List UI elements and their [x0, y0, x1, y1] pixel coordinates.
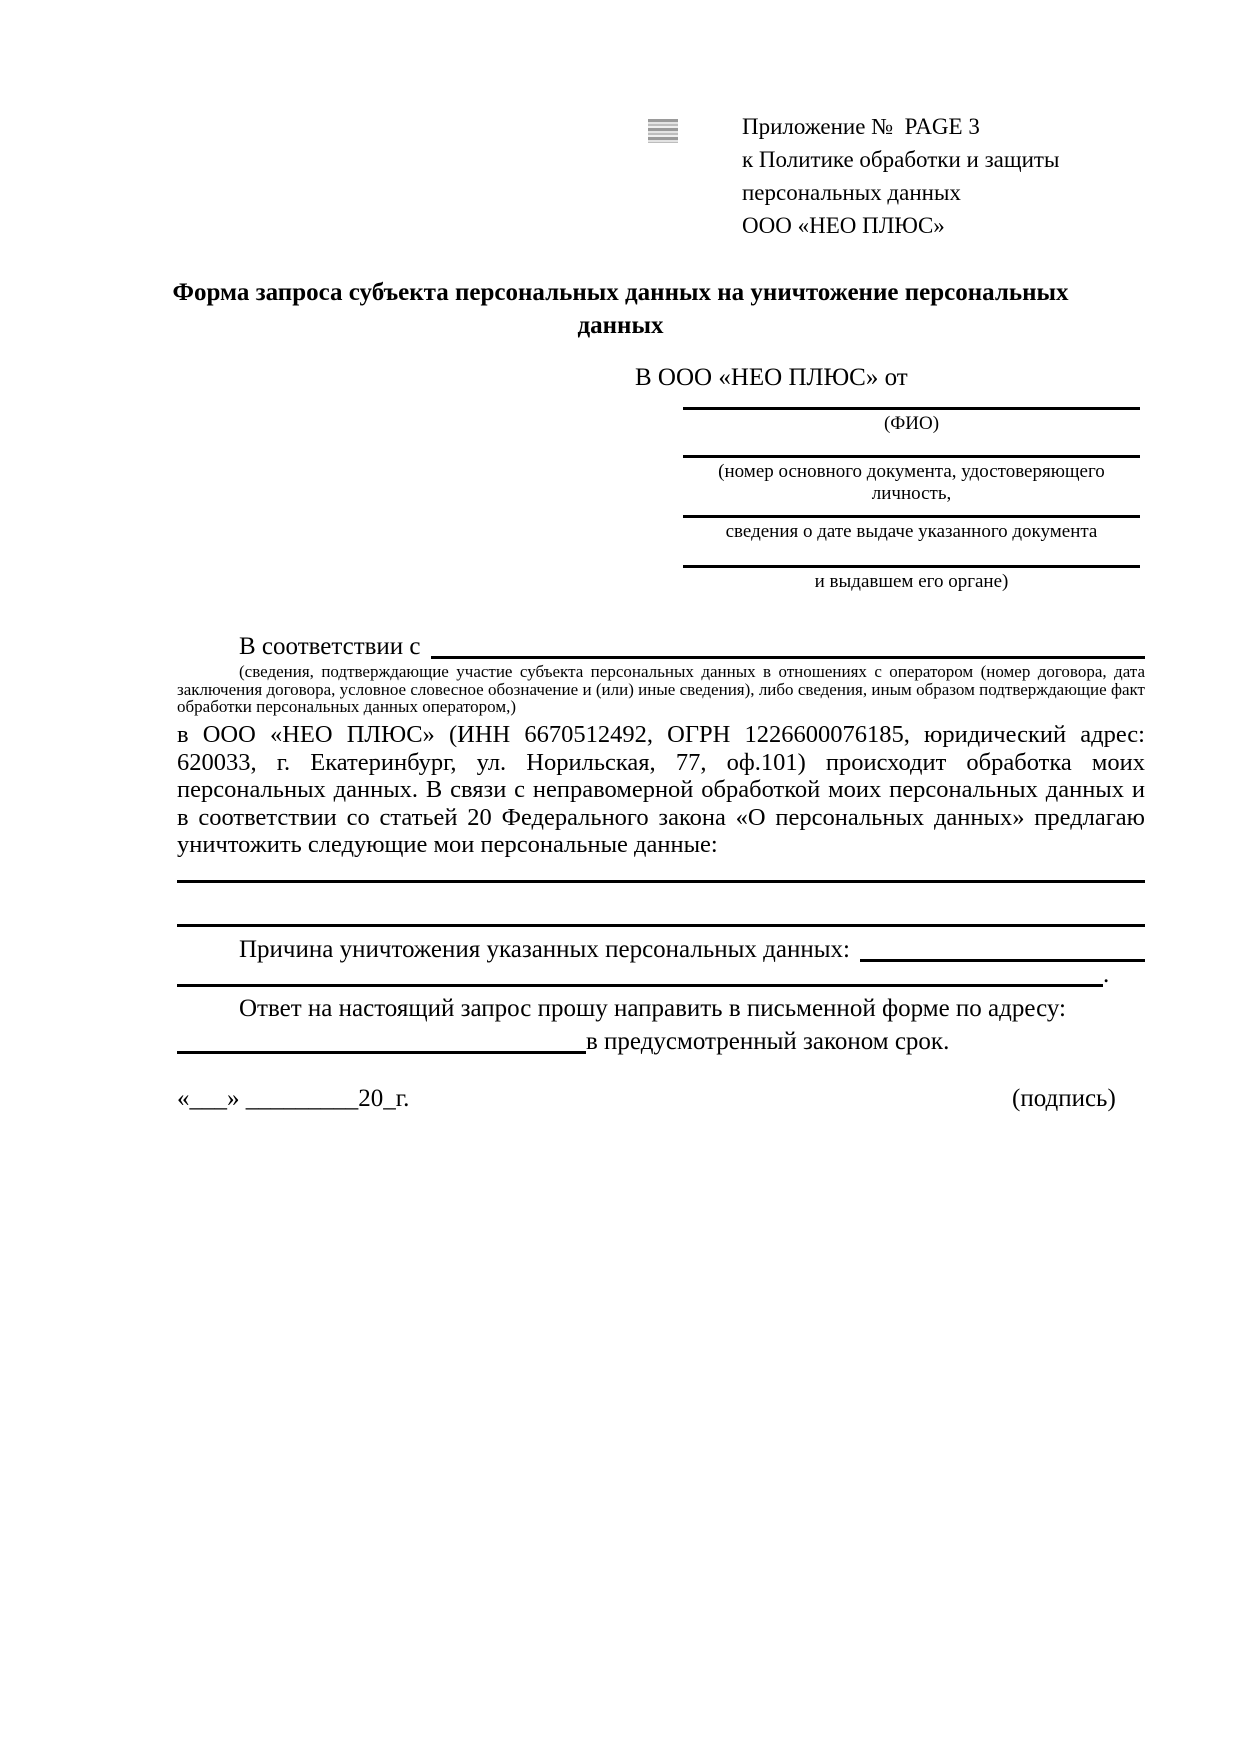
fio-blank-line [683, 407, 1140, 410]
embedded-object-icon [648, 119, 678, 143]
response-suffix: в предусмотренный законом срок. [586, 1028, 950, 1055]
response-line: Ответ на настоящий запрос прошу направить в письменной форме по адресу: [239, 995, 1066, 1022]
body-line-5: уничтожить следующие мои персональные данные: [177, 831, 718, 859]
issuing-authority-caption: и выдавшем его органе) [814, 571, 1009, 592]
body-line-1: в ООО «НЕО ПЛЮС» (ИНН 6670512492, ОГРН 1226600076185, юридический адрес: [177, 721, 1145, 748]
accordance-blank-line [431, 656, 1145, 659]
issue-date-caption: сведения о дате выдаче указанного документа [725, 521, 1098, 542]
issue-date-blank-line [683, 515, 1140, 518]
accordance-note-line-1: (сведения, подтверждающие участие субъекта персональных данных в отношениях с оператором (номер договора, дата [239, 662, 1145, 681]
appendix-line-2: к Политике обработки и защиты [742, 147, 1060, 172]
addressee-line: В ООО «НЕО ПЛЮС» от [635, 364, 908, 391]
reason-line-period: . [1103, 961, 1110, 988]
accordance-lead: В соответствии с [239, 633, 421, 660]
body-line-4: в соответствии со статьей 20 Федерального закона «О персональных данных» предлагаю [177, 803, 1145, 831]
appendix-header [742, 110, 1059, 242]
page-title: Форма запроса субъекта персональных данных на уничтожение персональных данных [172, 279, 1069, 339]
data-blank-line-1 [177, 880, 1145, 883]
data-blank-line-2 [177, 924, 1145, 927]
accordance-note-line-3: обработки персональных данных оператором,) [177, 697, 517, 716]
doc-number-blank-line [683, 455, 1140, 458]
appendix-line-1: Приложение № PAGE 3 [742, 114, 980, 139]
accordance-row [177, 630, 1145, 664]
reason-full-blank-line [177, 984, 1103, 987]
reason-label: Причина уничтожения указанных персональных данных: [239, 936, 850, 963]
date-line: «___» _________20_г. [177, 1085, 410, 1112]
body-paragraph [177, 721, 1145, 859]
body-line-2: 620033, г. Екатеринбург, ул. Норильская, 77, оф.101) происходит обработка моих [177, 748, 1145, 776]
body-line-3: персональных данных. В связи с неправомерной обработкой моих персональных данных и [177, 776, 1145, 804]
fio-caption: (ФИО) [883, 413, 940, 434]
accordance-note-line-2: заключения договора, условное словесное обозначение и (или) иные сведения), либо сведения, иным образом подтверждающие факт [177, 679, 1145, 699]
signature-caption: (подпись) [1012, 1085, 1116, 1112]
signature-row [701, 1082, 1116, 1116]
issuing-authority-blank-line [683, 565, 1140, 568]
appendix-line-4: ООО «НЕО ПЛЮС» [742, 213, 945, 238]
doc-number-caption: (номер основного документа, удостоверяющего личность, [718, 461, 1105, 504]
reason-continuation-row [177, 958, 1145, 992]
response-address-row [177, 1025, 1145, 1059]
appendix-line-3: персональных данных [742, 180, 961, 205]
response-address-blank-line [177, 1051, 586, 1054]
accordance-note [177, 663, 1145, 716]
